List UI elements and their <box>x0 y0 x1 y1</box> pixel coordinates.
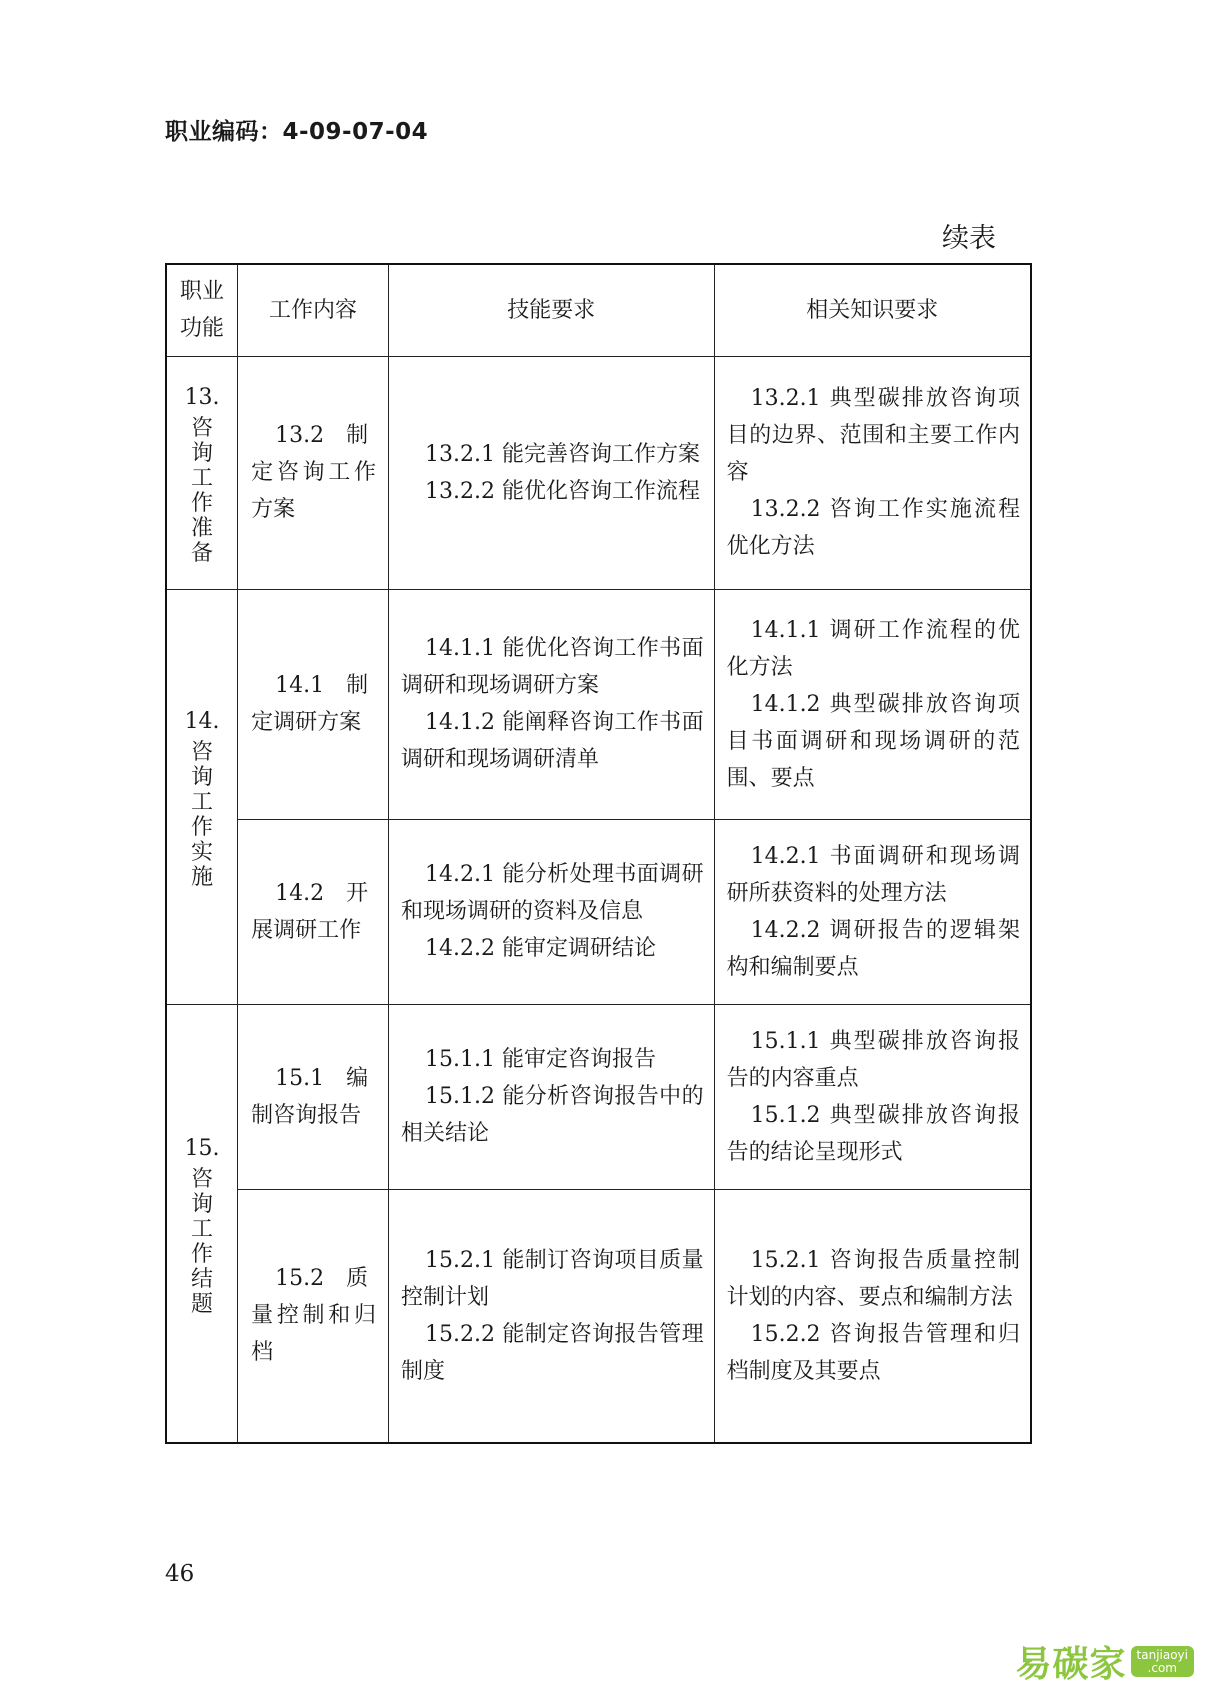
header-knowledge: 相关知识要求 <box>714 264 1031 356</box>
function-number: 13. <box>184 385 220 410</box>
skill-item: 14.2.1 能分析处理书面调研和现场调研的资料及信息 <box>400 862 704 924</box>
work-content-cell <box>238 589 389 819</box>
work-content-lead: 15.2 质 <box>275 1266 369 1292</box>
work-content-rest: 定咨询工作方案 <box>251 460 376 522</box>
occupation-code: 职业编码：4-09-07-04 <box>165 119 429 145</box>
knowledge-cell <box>714 589 1031 819</box>
work-content-lead: 14.2 开 <box>275 880 369 906</box>
skills-cell <box>388 1189 714 1443</box>
knowledge-item: 14.1.2 典型碳排放咨询项目书面调研和现场调研的范围、要点 <box>726 691 1020 791</box>
skill-item: 15.2.2 能制定咨询报告管理制度 <box>400 1321 704 1384</box>
skill-item: 14.1.1 能优化咨询工作书面调研和现场调研方案 <box>400 636 704 698</box>
function-cell <box>166 589 238 1004</box>
knowledge-item: 14.2.2 调研报告的逻辑架构和编制要点 <box>726 917 1020 980</box>
knowledge-cell <box>714 819 1031 1004</box>
function-title: 咨询工作准备 <box>191 416 214 566</box>
work-content-cell <box>238 819 389 1004</box>
knowledge-item: 15.2.2 咨询报告管理和归档制度及其要点 <box>726 1321 1020 1384</box>
table-row <box>166 1189 1031 1443</box>
knowledge-item: 13.2.2 咨询工作实施流程优化方法 <box>726 497 1020 559</box>
table-header-row <box>166 264 1031 356</box>
knowledge-item: 14.1.1 调研工作流程的优化方法 <box>726 617 1020 680</box>
page-number: 46 <box>165 1561 195 1587</box>
work-content-lead: 13.2 制 <box>275 423 369 448</box>
table-row <box>166 589 1031 819</box>
knowledge-item: 15.1.2 典型碳排放咨询报告的结论呈现形式 <box>726 1102 1020 1165</box>
knowledge-cell <box>714 1004 1031 1189</box>
function-number: 14. <box>184 709 220 734</box>
skill-item: 14.1.2 能阐释咨询工作书面调研和现场调研清单 <box>400 710 704 772</box>
knowledge-cell <box>714 1189 1031 1443</box>
work-content-cell <box>238 1189 389 1443</box>
header-skills: 技能要求 <box>388 264 714 356</box>
skill-standard-table <box>165 263 1032 1444</box>
skill-item: 14.2.2 能审定调研结论 <box>424 936 656 961</box>
function-cell <box>166 1004 238 1443</box>
function-title: 咨询工作实施 <box>191 740 214 890</box>
header-function-label: 职业 功能 <box>180 279 225 342</box>
knowledge-cell <box>714 356 1031 589</box>
skills-cell <box>388 1004 714 1189</box>
skills-cell <box>388 819 714 1004</box>
skills-cell <box>388 589 714 819</box>
continued-table-label: 续表 <box>942 223 996 254</box>
work-content-cell <box>238 1004 389 1189</box>
skills-cell <box>388 356 714 589</box>
skill-item: 15.2.1 能制订咨询项目质量控制计划 <box>400 1247 704 1310</box>
watermark-domain-line1: tanjiaoyi <box>1136 1648 1188 1662</box>
function-cell <box>166 356 238 589</box>
skill-item: 13.2.1 能完善咨询工作方案 <box>424 441 700 467</box>
work-content-lead: 14.1 制 <box>275 673 369 698</box>
skill-item: 15.1.1 能审定咨询报告 <box>424 1047 656 1072</box>
knowledge-item: 14.2.1 书面调研和现场调研所获资料的处理方法 <box>726 843 1020 906</box>
work-content-rest: 制咨询报告 <box>251 1102 362 1128</box>
knowledge-item: 15.1.1 典型碳排放咨询报告的内容重点 <box>726 1028 1020 1091</box>
skill-item: 15.1.2 能分析咨询报告中的相关结论 <box>400 1084 704 1146</box>
watermark-domain-line2: .com <box>1147 1661 1177 1675</box>
watermark-brand: 易碳家 <box>1015 1644 1127 1685</box>
work-content-rest: 展调研工作 <box>251 917 362 943</box>
work-content-rest: 量控制和归档 <box>251 1303 376 1366</box>
table-row <box>166 1004 1031 1189</box>
work-content-rest: 定调研方案 <box>251 710 362 735</box>
function-title: 咨询工作结题 <box>191 1166 214 1317</box>
table-row <box>166 356 1031 589</box>
header-function <box>166 264 238 356</box>
skill-item: 13.2.2 能优化咨询工作流程 <box>424 478 700 504</box>
knowledge-item: 13.2.1 典型碳排放咨询项目的边界、范围和主要工作内容 <box>726 386 1020 485</box>
table-row <box>166 819 1031 1004</box>
function-number: 15. <box>184 1135 220 1161</box>
watermark-logo <box>1016 1636 1194 1687</box>
header-content: 工作内容 <box>238 264 389 356</box>
work-content-lead: 15.1 编 <box>275 1065 369 1091</box>
watermark-domain-badge <box>1131 1646 1194 1677</box>
work-content-cell <box>238 356 389 589</box>
knowledge-item: 15.2.1 咨询报告质量控制计划的内容、要点和编制方法 <box>726 1247 1020 1310</box>
